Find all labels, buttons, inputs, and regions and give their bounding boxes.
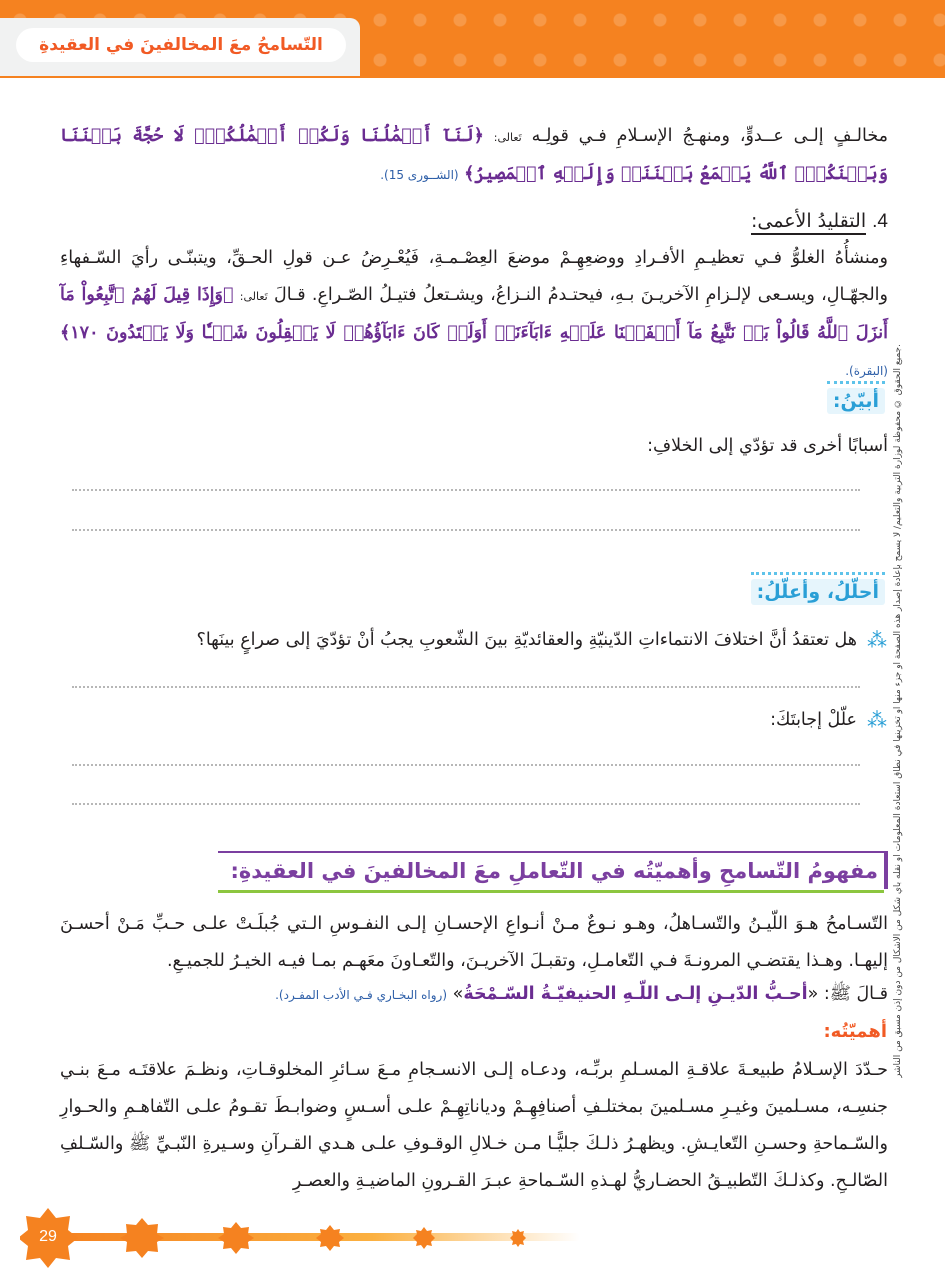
intro-verse: ﴿لَنَآ أَعۡمَٰلُنَا وَلَكُمۡ أَعۡمَٰلُكُمۡۖ لَا حُجَّةَ بَيۡنَنَا وَبَيۡنَكُمُۖ ٱللَّهُ يَجۡمَعُ بَيۡنَنَاۖ وَإِلَيۡهِ ٱلۡمَصِيرُ﴾	[60, 126, 888, 184]
section-4-paragraph	[60, 240, 888, 390]
analyze-question-2	[67, 708, 887, 732]
explain-wave-decoration	[827, 381, 885, 387]
hadith-line	[60, 980, 888, 1009]
section-4-verse: ﴿وَإِذَا قِيلَ لَهُمُ ٱتَّبِعُواْ مَآ أَنزَلَ ٱللَّهُ قَالُواْ بَلۡ نَتَّبِعُ مَآ أَلۡفَيۡنَا عَلَيۡهِ ءَابَآءَنَآۚ أَوَلَوۡ كَانَ ءَابَآؤُهُمۡ لَا يَعۡقِلُونَ شَيۡـٔٗا وَلَا يَهۡتَدُونَ ١٧٠﴾	[60, 285, 888, 343]
answer-line-5[interactable]	[72, 803, 860, 805]
answer-line-1[interactable]	[72, 489, 860, 491]
intro-prefix: مخالـفٍ إلـى عــدوٍّ، ومنهـجُ الإسـلامِ فـي قولِـه	[531, 126, 888, 146]
hadith-text: أحـبُّ الدّيـنِ إلـى اللّـهِ الحنيفيّـةُ السّـمْحَةُ	[463, 984, 808, 1004]
footer-star-2	[218, 1222, 254, 1254]
analyze-question-1	[67, 628, 887, 652]
analyze-label: أحلّلُ، وأعلّلُ:	[751, 579, 885, 605]
snowflake-icon: ⁂	[867, 708, 887, 732]
section-4-heading	[60, 210, 888, 233]
importance-paragraph	[60, 1052, 888, 1200]
footer-star-5	[510, 1229, 526, 1247]
hadith-ref: (رواه البخـاري فـي الأدب المفـرد).	[275, 988, 448, 1002]
hadith-close: »	[452, 984, 464, 1004]
section-4-taala: تَعالى:	[239, 290, 268, 303]
footer-star-3	[316, 1225, 344, 1251]
section-4-number: 4.	[872, 211, 888, 232]
explain-badge	[827, 390, 885, 412]
page-number: 29	[39, 1228, 57, 1245]
analyze-badge	[751, 581, 885, 603]
concept-text: التّسـامحُ هـوَ اللّيـنُ والتّسـاهلُ، وهـو نـوعٌ مـنْ أنـواعِ الإحسـانِ إلـى النفـوسِ الـتي جُبلَـتْ علـى حـبِّ مَـنْ أحسـنَ إليهـا. وهـذا يقتضـي المرونـةَ فـي التّعامـلِ، وتقبـلَ الآخريـنَ، والتّعـاونَ معَهـم بمـا فيـه الخيـرُ للجميـعِ.	[60, 914, 888, 971]
footer-star-4	[413, 1227, 435, 1249]
intro-paragraph	[60, 118, 888, 194]
copyright-note: جميع الحقوق © محفوظة لوزارة التربية والتعليم/ لا يسمح بإعادة إصدار هذه الصفحة أو جزء منها أو تخزينها في نطاق استعادة المعلومات أو نقله بأي شكل من الأشكال من دون إذن مسبق من الناشر.	[893, 344, 903, 1078]
hadith-intro: قـالَ ﷺ: «	[807, 984, 888, 1004]
answer-line-4[interactable]	[72, 764, 860, 766]
answer-line-3[interactable]	[72, 686, 860, 688]
analyze-question-2-text: علّلْ إجابتَكَ:	[770, 710, 857, 730]
intro-verse-ref: (الشــورى 15).	[380, 168, 459, 182]
intro-taala: تَعالى:	[493, 131, 522, 144]
section-4-verse-ref: (البقرة).	[845, 364, 888, 378]
analyze-question-1-text: هل تعتقدُ أنَّ اختلافَ الانتماءاتِ الدّينيّةِ والعقائديّةِ بينَ الشّعوبِ يجبُ أنْ تؤدّيَ إلى صراعٍ بينَها؟	[196, 630, 857, 650]
header-title: التّسامحُ معَ المخالفينَ في العقيدةِ	[39, 35, 323, 55]
footer-stars	[20, 1208, 580, 1268]
concept-heading	[218, 851, 888, 889]
header-title-pill	[16, 28, 346, 62]
snowflake-icon: ⁂	[867, 628, 887, 652]
explain-label: أبيّنُ:	[827, 388, 885, 414]
analyze-wave-decoration	[751, 572, 885, 578]
section-4-title: التقليدُ الأعمى:	[751, 210, 866, 235]
concept-heading-text: مفهومُ التّسامحِ وأهميّتُه في التّعاملِ معَ المخالفينَ في العقيدةِ:	[230, 859, 878, 883]
importance-heading: أهميّتُه:	[823, 1021, 887, 1042]
importance-text: حـدّدَ الإسـلامُ طبيعـةَ علاقـةِ المسـلمِ بربِّـه، ودعـاه إلـى الانسـجامِ مـعَ سـائرِ المخلوقـاتِ، ونظـمَ علاقتَـه مـعَ بنـي جنسِـه، مسـلمينَ وغيـرِ مسـلمينَ بمختلـفِ أصنافِهِـمْ ودياناتِهِـمْ علـى أسـسٍ وضوابـطَ تقـومُ علـى التّفاهـمِ والحـوارِ والسّـماحةِ وحسـنِ التّعايـشِ. ويظهـرُ ذلـكَ جليًّـا مـن خـلالِ الوقـوفِ علـى هـدي القـرآنِ وسـيرةِ النّبـيِّ ﷺ والسّـلفِ الصّالـحِ. وكذلـكَ التّطبيـقُ الحضـاريُّ لهـذهِ السّـماحةِ عبـرَ القـرونِ الماضيـةِ والعصـرِ	[60, 1060, 888, 1191]
explain-prompt: أسبابًا أخرى قد تؤدّي إلى الخلافِ:	[647, 436, 888, 456]
section-4-text: ومنشأُهُ الغلوُّ فـي تعظيـمِ الأفـرادِ ووضعِهِـمْ موضعَ العِصْـمـةِ، فَيُعْـرِضُ عـن قولِ الحـقِّ، ويتبنّـى رأيَ السّـفهاءِ والجهّـالِ، ويسـعى لإلـزامِ الآخريـنَ بـهِ، فيحتـدمُ النـزاعُ، ويشـتعلُ فتيـلُ الصّـراعِ. قـالَ	[60, 248, 888, 305]
concept-paragraph	[60, 906, 888, 980]
footer-star-1	[120, 1218, 164, 1258]
answer-line-2[interactable]	[72, 529, 860, 531]
